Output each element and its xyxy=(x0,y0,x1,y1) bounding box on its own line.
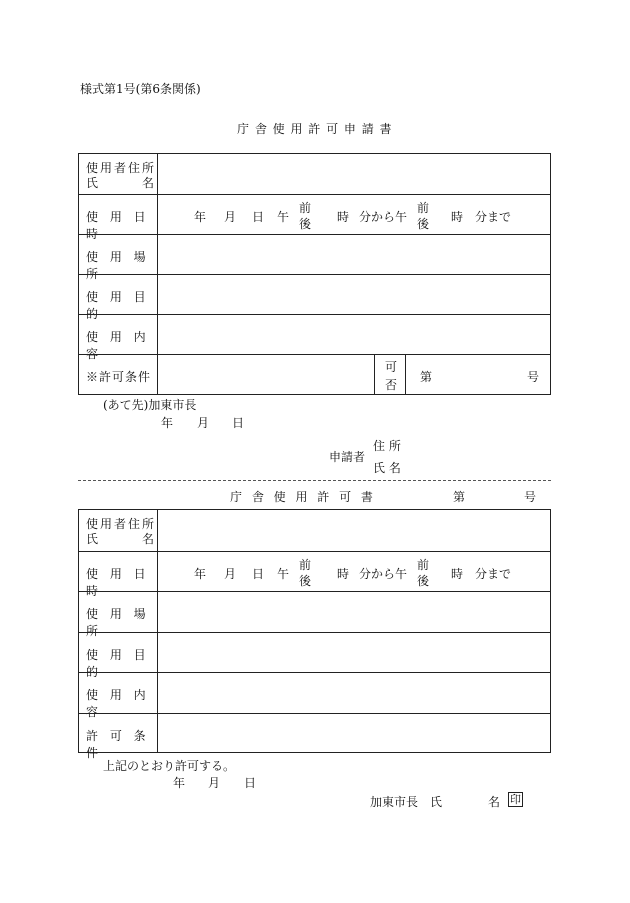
purpose-field[interactable] xyxy=(159,275,550,314)
permit-title: 庁 舎 使 用 許 可 書 xyxy=(230,490,376,504)
month-mark: 月 xyxy=(224,210,237,224)
app-month: 月 xyxy=(197,416,210,430)
permit-year: 年 xyxy=(173,776,186,790)
user-address-label: 使用者住所 xyxy=(86,161,157,175)
row-user xyxy=(79,154,550,194)
label-cell xyxy=(79,154,158,194)
application-table xyxy=(78,153,551,395)
from-mark: 分から午 xyxy=(359,566,408,581)
conditions-field[interactable] xyxy=(159,355,452,394)
permit-date-label: 使 用 日 時 xyxy=(86,566,150,598)
purpose-label: 使 用 目 的 xyxy=(86,290,150,321)
permit-content-field[interactable] xyxy=(159,673,550,713)
permit-name-label-first: 氏 xyxy=(86,532,99,546)
cut-line xyxy=(78,480,551,481)
permit-signer: 加東市長 氏 xyxy=(370,795,443,809)
am-mark-2: 前 xyxy=(417,557,430,572)
permit-place-label: 使 用 場 所 xyxy=(86,607,150,638)
day-mark: 日 xyxy=(252,566,265,581)
row-conditions xyxy=(79,354,550,394)
hour-mark: 時 xyxy=(337,566,350,581)
row-content xyxy=(79,314,550,361)
hour-mark-2: 時 xyxy=(451,210,464,224)
permit-row-purpose xyxy=(79,632,550,679)
pm-mark-2: 後 xyxy=(417,573,430,588)
number-suffix: 号 xyxy=(527,370,540,384)
permit-conditions-field[interactable] xyxy=(159,714,550,754)
row-place xyxy=(79,234,550,281)
pm-mark: 後 xyxy=(299,217,312,231)
permit-table xyxy=(78,509,551,760)
day-mark: 日 xyxy=(252,210,265,224)
permit-place-field[interactable] xyxy=(159,592,550,632)
row-datetime xyxy=(79,194,550,241)
row-purpose xyxy=(79,274,550,321)
divider xyxy=(405,355,406,394)
applicant-name-label: 氏 名 xyxy=(373,461,401,475)
permit-content-label: 使 用 内 容 xyxy=(86,688,150,719)
permit-row-content xyxy=(79,672,550,719)
name-label-second: 名 xyxy=(142,176,155,190)
year-mark: 年 xyxy=(194,210,207,224)
am-mark: 前 xyxy=(299,557,312,572)
am-mark: 前 xyxy=(299,201,312,215)
permit-user-field[interactable] xyxy=(159,510,550,551)
conditions-label: ※許可条件 xyxy=(86,370,152,384)
permit-number-suffix: 号 xyxy=(524,490,537,504)
until-mark: 分まで xyxy=(475,566,512,581)
permit-row-user xyxy=(79,510,550,551)
pm-mark: 後 xyxy=(299,573,312,588)
form-number: 様式第1号(第6条関係) xyxy=(80,82,201,96)
noon-mark: 午 xyxy=(277,566,290,581)
permit-row-place xyxy=(79,591,550,638)
number-prefix: 第 xyxy=(420,370,433,384)
permit-purpose-field[interactable] xyxy=(159,633,550,673)
approval-yes: 可 xyxy=(385,360,398,374)
content-label: 使 用 内 容 xyxy=(86,330,150,361)
applicant-label: 申請者 xyxy=(329,450,366,464)
permit-name-label-second: 名 xyxy=(142,532,155,546)
permit-user-address-label: 使用者住所 xyxy=(86,517,157,531)
from-mark: 分から午 xyxy=(359,210,408,224)
name-label-first: 氏 xyxy=(86,176,99,190)
permit-datetime-field[interactable] xyxy=(159,552,550,592)
seal-text: 印 xyxy=(510,793,521,806)
approval-no: 否 xyxy=(385,378,398,392)
addressee: (あて先)加東市長 xyxy=(103,398,197,412)
app-day: 日 xyxy=(232,416,245,430)
date-label: 使 用 日 時 xyxy=(86,210,150,241)
noon-mark: 午 xyxy=(277,210,290,224)
permit-number-prefix: 第 xyxy=(453,490,466,504)
permit-month: 月 xyxy=(208,776,221,790)
permit-day: 日 xyxy=(244,776,257,790)
permit-row-datetime xyxy=(79,551,550,598)
permit-statement: 上記のとおり許可する。 xyxy=(103,759,236,773)
pm-mark-2: 後 xyxy=(417,217,430,231)
permit-purpose-label: 使 用 目 的 xyxy=(86,647,150,679)
until-mark: 分まで xyxy=(475,210,512,224)
seal-icon xyxy=(508,792,523,807)
permit-conditions-label: 許 可 条 件 xyxy=(86,728,150,760)
place-label: 使 用 場 所 xyxy=(86,250,150,281)
divider xyxy=(374,355,375,394)
am-mark-2: 前 xyxy=(417,201,430,215)
user-field[interactable] xyxy=(159,154,550,194)
permit-signer-name: 名 xyxy=(488,795,501,809)
permit-row-conditions xyxy=(79,713,550,760)
hour-mark: 時 xyxy=(337,210,350,224)
month-mark: 月 xyxy=(224,566,237,581)
hour-mark-2: 時 xyxy=(451,566,464,581)
content-field[interactable] xyxy=(159,315,550,354)
year-mark: 年 xyxy=(194,566,207,581)
application-title: 庁 舎 使 用 許 可 申 請 書 xyxy=(237,122,393,136)
app-year: 年 xyxy=(161,416,174,430)
applicant-address-label: 住 所 xyxy=(373,439,401,453)
place-field[interactable] xyxy=(159,235,550,274)
datetime-field[interactable] xyxy=(159,195,550,234)
